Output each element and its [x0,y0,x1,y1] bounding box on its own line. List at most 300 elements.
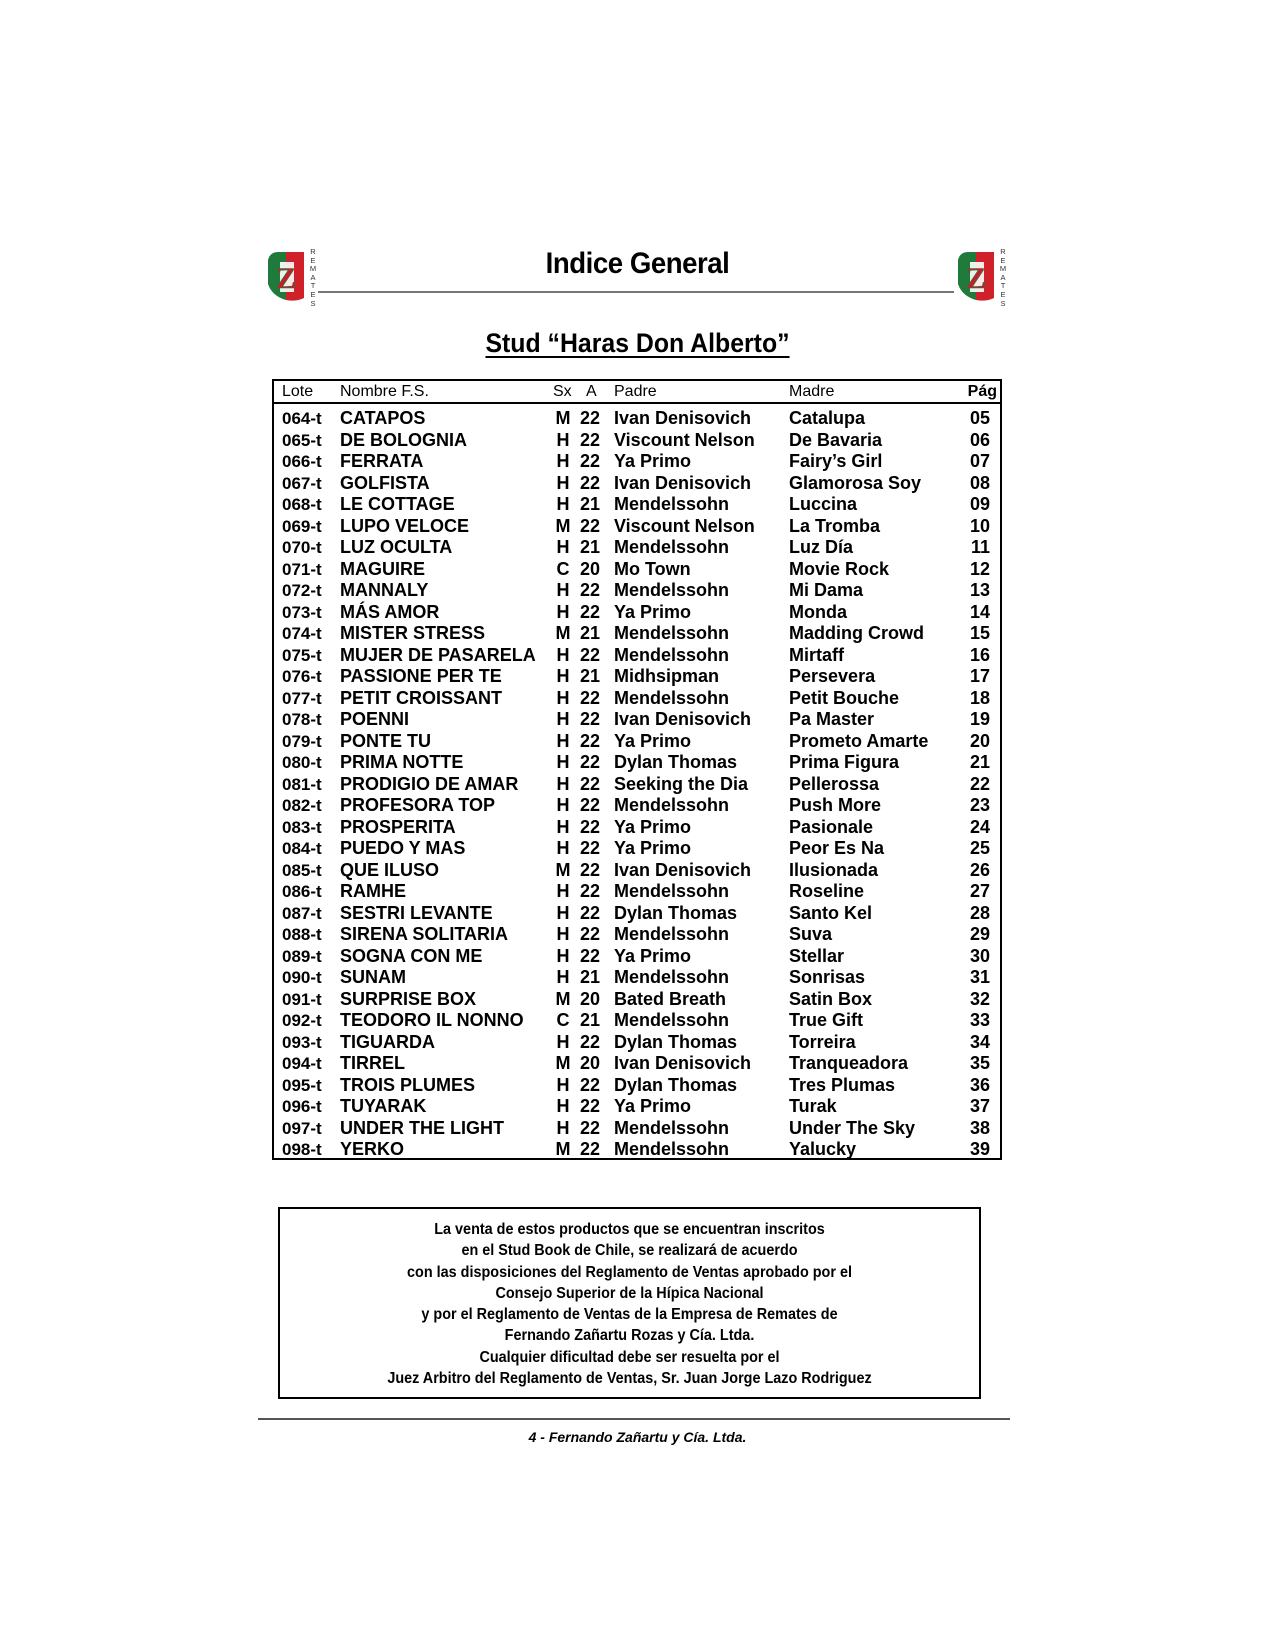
disclaimer-line: La venta de estos productos que se encuentran inscritos [434,1221,825,1238]
cell-a: 20 [580,988,601,1009]
cell-sx: H [556,1096,570,1116]
cell-a: 22 [580,773,601,794]
cell-lote: 077-t [282,688,322,708]
cell-sx: H [556,601,570,622]
cell-a: 21 [580,623,601,643]
cell-lote: 095-t [282,1075,322,1095]
cell-pag: 09 [969,494,990,514]
cell-pag: 28 [969,902,990,923]
cell-madre: Satin Box [789,988,873,1009]
cell-pag: 23 [969,795,990,815]
cell-a: 22 [580,902,601,923]
cell-a: 22 [580,1117,601,1138]
cell-pag: 34 [969,1031,990,1052]
cell-nombre: TUYARAK [340,1096,427,1116]
cell-padre: Mendelssohn [614,924,730,944]
cell-padre: Ya Primo [614,451,692,471]
cell-lote: 068-t [282,495,322,514]
cell-nombre: PETIT CROISSANT [340,687,503,708]
logo-remates-text: R E M A T E S [999,247,1007,308]
table-row [274,989,1000,1011]
cell-a: 21 [580,494,601,514]
table-row [274,1096,1000,1118]
cell-madre: De Bavaria [789,429,883,450]
table-row [274,473,1000,495]
cell-a: 20 [580,558,601,579]
table-row [274,1053,1000,1075]
disclaimer-line: Fernando Zañartu Rozas y Cía. Ltda. [504,1327,755,1345]
cell-a: 22 [580,601,601,622]
cell-nombre: SURPRISE BOX [340,988,477,1009]
cell-lote: 081-t [282,774,322,794]
cell-madre: Catalupa [789,408,866,428]
cell-a: 22 [580,644,601,665]
cell-nombre: PASSIONE PER TE [340,666,502,686]
cell-nombre: MUJER DE PASARELA [340,644,536,665]
cell-sx: H [556,838,570,858]
cell-padre: Ya Primo [614,945,692,966]
cell-sx: H [556,472,570,493]
cell-a: 22 [580,472,601,493]
table-row [274,860,1000,882]
cell-nombre: TROIS PLUMES [340,1074,476,1095]
table-row [274,451,1000,473]
cell-padre: Mendelssohn [614,644,730,665]
footer-rule [258,1418,1010,1420]
cell-lote: 088-t [282,925,322,944]
cell-lote: 098-t [282,1140,322,1159]
logo-remates-text: R E M A T E S [309,247,317,308]
cell-lote: 086-t [282,882,322,901]
cell-padre: Ivan Denisovich [614,709,752,729]
cell-lote: 083-t [282,817,322,837]
cell-padre: Mo Town [614,558,691,579]
cell-sx: H [556,644,570,665]
cell-sx: C [556,1010,570,1030]
cell-padre: Dylan Thomas [614,1074,738,1095]
cell-pag: 20 [969,730,990,751]
cell-nombre: SESTRI LEVANTE [340,902,493,923]
cell-madre: Push More [789,795,882,815]
cell-a: 22 [580,795,601,815]
cell-sx: H [556,709,570,729]
column-header-nombre: Nombre F.S. [340,383,429,400]
cell-pag: 33 [969,1010,990,1030]
cell-sx: C [556,558,570,579]
cell-padre: Ya Primo [614,601,692,622]
cell-madre: Sonrisas [789,967,866,987]
cell-a: 22 [580,1139,601,1159]
table-row [274,709,1000,731]
cell-sx: M [555,1053,571,1073]
cell-a: 22 [580,816,601,837]
table-row [274,666,1000,688]
cell-pag: 15 [969,623,990,643]
cell-sx: H [556,881,570,901]
cell-pag: 36 [969,1074,990,1095]
cell-lote: 075-t [282,645,322,665]
cell-a: 21 [580,537,601,557]
cell-madre: Monda [789,601,847,622]
column-header-a: A [586,383,597,400]
cell-madre: Glamorosa Soy [789,472,922,493]
cell-a: 22 [580,687,601,708]
cell-lote: 071-t [282,559,322,579]
cell-padre: Ivan Denisovich [614,859,752,880]
cell-padre: Seeking the Dia [614,773,749,794]
cell-pag: 08 [969,472,990,493]
cell-pag: 13 [969,580,990,600]
table-row [274,1075,1000,1097]
cell-pag: 12 [969,558,990,579]
table-row [274,408,1000,430]
cell-madre: Prometo Amarte [789,730,929,751]
cell-lote: 067-t [282,473,322,493]
cell-nombre: PRIMA NOTTE [340,752,464,772]
cell-madre: Pellerossa [789,773,880,794]
column-header-padre: Padre [614,383,657,400]
cell-nombre: MISTER STRESS [340,623,486,643]
page-title: Indice General [545,247,730,280]
cell-nombre: DE BOLOGNIA [340,429,468,450]
cell-padre: Ya Primo [614,730,692,751]
cell-sx: H [556,580,570,600]
cell-padre: Ya Primo [614,838,692,858]
table-row [274,602,1000,624]
cell-sx: M [555,859,571,880]
cell-madre: Yalucky [789,1139,857,1159]
cell-sx: H [556,967,570,987]
cell-pag: 14 [969,601,990,622]
cell-a: 22 [580,515,601,536]
svg-text:Z: Z [965,262,987,295]
cell-sx: H [556,1031,570,1052]
cell-nombre: CATAPOS [340,408,426,428]
cell-a: 22 [580,859,601,880]
cell-nombre: MAGUIRE [340,558,425,579]
cell-sx: H [556,429,570,450]
cell-a: 22 [580,580,601,600]
cell-a: 22 [580,408,601,428]
cell-a: 21 [580,666,601,686]
cell-pag: 30 [969,945,990,966]
table-row [274,967,1000,989]
table-row [274,1118,1000,1140]
cell-nombre: PROFESORA TOP [340,795,496,815]
cell-madre: Petit Bouche [789,687,900,708]
cell-madre: True Gift [789,1010,864,1030]
cell-nombre: PONTE TU [340,730,432,751]
cell-sx: H [556,945,570,966]
cell-sx: H [556,687,570,708]
table-row [274,1139,1000,1161]
cell-padre: Mendelssohn [614,537,730,557]
table-row [274,752,1000,774]
column-header-madre: Madre [789,383,835,400]
cell-padre: Mendelssohn [614,881,730,901]
cell-padre: Mendelssohn [614,795,730,815]
cell-sx: M [555,988,571,1009]
cell-sx: M [555,1139,571,1159]
cell-pag: 11 [970,537,990,557]
table-header [274,381,1000,404]
cell-pag: 16 [969,644,990,665]
cell-padre: Mendelssohn [614,494,730,514]
cell-nombre: LE COTTAGE [340,494,455,514]
cell-lote: 084-t [282,839,322,858]
table-row [274,1032,1000,1054]
cell-pag: 19 [969,709,990,729]
cell-nombre: MANNALY [340,580,429,600]
cell-nombre: GOLFISTA [340,472,430,493]
cell-sx: H [556,924,570,944]
cell-pag: 29 [969,924,990,944]
cell-lote: 093-t [282,1032,322,1052]
cell-sx: H [556,666,570,686]
cell-padre: Ivan Denisovich [614,1053,752,1073]
cell-sx: H [556,730,570,751]
cell-sx: H [556,1074,570,1095]
cell-nombre: SOGNA CON ME [340,945,483,966]
cell-a: 22 [580,1031,601,1052]
cell-lote: 079-t [282,731,322,751]
disclaimer-line: en el Stud Book de Chile, se realizará de acuerdo [461,1242,798,1260]
cell-sx: H [556,816,570,837]
cell-nombre: TIGUARDA [340,1031,435,1052]
table-row [274,774,1000,796]
cell-madre: La Tromba [789,515,881,536]
cell-padre: Ivan Denisovich [614,408,752,428]
table-row [274,817,1000,839]
cell-padre: Mendelssohn [614,1139,730,1159]
cell-sx: H [556,451,570,471]
cell-lote: 096-t [282,1097,322,1116]
cell-nombre: LUPO VELOCE [340,515,470,536]
sale-disclaimer-box [278,1207,981,1399]
disclaimer-line: y por el Reglamento de Ventas de la Empresa de Remates de [421,1306,838,1324]
cell-lote: 069-t [282,516,322,536]
cell-madre: Ilusionada [789,859,879,880]
cell-madre: Roseline [789,881,865,901]
cell-madre: Turak [789,1096,837,1116]
cell-a: 22 [580,924,601,944]
cell-nombre: PUEDO Y MAS [340,838,466,858]
cell-lote: 080-t [282,753,322,772]
cell-pag: 32 [969,988,990,1009]
cell-nombre: FERRATA [340,451,424,471]
table-row [274,430,1000,452]
cell-pag: 17 [969,666,990,686]
cell-lote: 090-t [282,968,322,987]
stud-title: Stud “Haras Don Alberto” [485,328,790,358]
cell-madre: Pasionale [789,816,874,837]
cell-nombre: YERKO [340,1139,405,1159]
cell-pag: 18 [969,687,990,708]
cell-pag: 38 [969,1117,990,1138]
cell-lote: 074-t [282,624,322,643]
cell-nombre: PROSPERITA [340,816,456,837]
cell-pag: 07 [969,451,990,471]
cell-padre: Ya Primo [614,1096,692,1116]
table-row [274,559,1000,581]
cell-madre: Tranqueadora [789,1053,909,1073]
cell-a: 22 [580,1096,601,1116]
header-rule [318,291,954,293]
table-row [274,494,1000,516]
cell-lote: 076-t [282,667,322,686]
cell-madre: Pa Master [789,709,875,729]
cell-a: 22 [580,709,601,729]
cell-sx: H [556,773,570,794]
cell-sx: H [556,752,570,772]
cell-nombre: QUE ILUSO [340,859,440,880]
cell-a: 22 [580,881,601,901]
cell-lote: 091-t [282,989,322,1009]
cell-nombre: UNDER THE LIGHT [340,1117,504,1138]
cell-a: 22 [580,838,601,858]
table-row [274,731,1000,753]
cell-a: 22 [580,752,601,772]
cell-madre: Peor Es Na [789,838,885,858]
cell-padre: Dylan Thomas [614,902,738,923]
cell-padre: Mendelssohn [614,623,730,643]
table-row [274,580,1000,602]
table-row [274,1010,1000,1032]
cell-padre: Mendelssohn [614,580,730,600]
cell-lote: 064-t [282,409,322,428]
cell-madre: Suva [789,924,833,944]
cell-madre: Persevera [789,666,876,686]
cell-a: 22 [580,429,601,450]
cell-pag: 22 [969,773,990,794]
cell-a: 21 [580,1010,601,1030]
cell-madre: Torreira [789,1031,856,1052]
cell-a: 22 [580,451,601,471]
cell-madre: Movie Rock [789,558,890,579]
cell-madre: Santo Kel [789,902,873,923]
table-row [274,645,1000,667]
cell-sx: H [556,902,570,923]
cell-lote: 078-t [282,710,322,729]
disclaimer-line: Juez Arbitro del Reglamento de Ventas, Sr. Juan Jorge Lazo Rodriguez [387,1370,872,1388]
cell-madre: Under The Sky [789,1117,916,1138]
cell-padre: Viscount Nelson [614,429,755,450]
cell-madre: Prima Figura [789,752,900,772]
cell-lote: 065-t [282,430,322,450]
cell-padre: Bated Breath [614,988,727,1009]
page-footer: 4 - Fernando Zañartu y Cía. Ltda. [528,1429,747,1445]
cell-madre: Tres Plumas [789,1074,896,1095]
table-row [274,903,1000,925]
disclaimer-line: Consejo Superior de la Hípica Nacional [495,1284,764,1302]
cell-nombre: MÁS AMOR [340,601,440,622]
cell-pag: 26 [969,859,990,880]
cell-lote: 070-t [282,538,322,557]
disclaimer-line: Cualquier dificultad debe ser resuelta por el [479,1348,780,1366]
cell-pag: 10 [969,515,990,536]
cell-padre: Mendelssohn [614,1117,730,1138]
cell-nombre: SUNAM [340,967,406,987]
cell-a: 21 [580,967,601,987]
cell-lote: 073-t [282,602,322,622]
column-header-pag: Pág [967,383,997,400]
cell-lote: 094-t [282,1054,322,1073]
cell-pag: 21 [969,752,990,772]
cell-padre: Dylan Thomas [614,752,738,772]
cell-nombre: TEODORO IL NONNO [340,1010,524,1030]
cell-nombre: PRODIGIO DE AMAR [340,773,519,794]
cell-madre: Luccina [789,494,858,514]
cell-pag: 39 [969,1139,990,1159]
cell-pag: 31 [969,967,990,987]
cell-lote: 087-t [282,903,322,923]
table-row [274,537,1000,559]
table-row [274,924,1000,946]
table-row [274,688,1000,710]
cell-a: 22 [580,1074,601,1095]
cell-sx: H [556,494,570,514]
cell-nombre: POENNI [340,709,410,729]
cell-padre: Midhsipman [614,666,720,686]
cell-madre: Madding Crowd [789,623,924,643]
cell-madre: Stellar [789,945,845,966]
table-row [274,838,1000,860]
lots-index-table [272,379,1002,1160]
cell-pag: 06 [969,429,990,450]
cell-lote: 085-t [282,860,322,880]
cell-nombre: TIRREL [340,1053,405,1073]
cell-nombre: LUZ OCULTA [340,537,453,557]
cell-padre: Ya Primo [614,816,692,837]
cell-a: 20 [580,1053,601,1073]
cell-a: 22 [580,730,601,751]
cell-lote: 066-t [282,452,322,471]
table-row [274,881,1000,903]
table-body [274,408,1000,1161]
cell-lote: 097-t [282,1118,322,1138]
cell-pag: 35 [969,1053,990,1073]
cell-padre: Dylan Thomas [614,1031,738,1052]
cell-nombre: RAMHE [340,881,406,901]
column-header-lote: Lote [282,383,314,400]
cell-lote: 092-t [282,1011,322,1030]
cell-padre: Ivan Denisovich [614,472,752,493]
cell-padre: Viscount Nelson [614,515,755,536]
cell-a: 22 [580,945,601,966]
cell-sx: H [556,537,570,557]
cell-nombre: SIRENA SOLITARIA [340,924,509,944]
cell-sx: M [555,515,571,536]
cell-pag: 27 [969,881,990,901]
table-row [274,795,1000,817]
cell-padre: Mendelssohn [614,1010,730,1030]
cell-padre: Mendelssohn [614,967,730,987]
cell-pag: 25 [969,838,990,858]
table-row [274,623,1000,645]
cell-madre: Mi Dama [789,580,864,600]
cell-pag: 37 [969,1096,990,1116]
cell-sx: M [555,623,571,643]
cell-padre: Mendelssohn [614,687,730,708]
cell-madre: Mirtaff [789,644,844,665]
cell-madre: Luz Día [789,537,854,557]
table-row [274,516,1000,538]
cell-lote: 089-t [282,946,322,966]
svg-text:Z: Z [275,262,297,295]
disclaimer-line: con las disposiciones del Reglamento de Ventas aprobado por el [407,1263,852,1281]
cell-pag: 24 [969,816,990,837]
cell-sx: H [556,795,570,815]
